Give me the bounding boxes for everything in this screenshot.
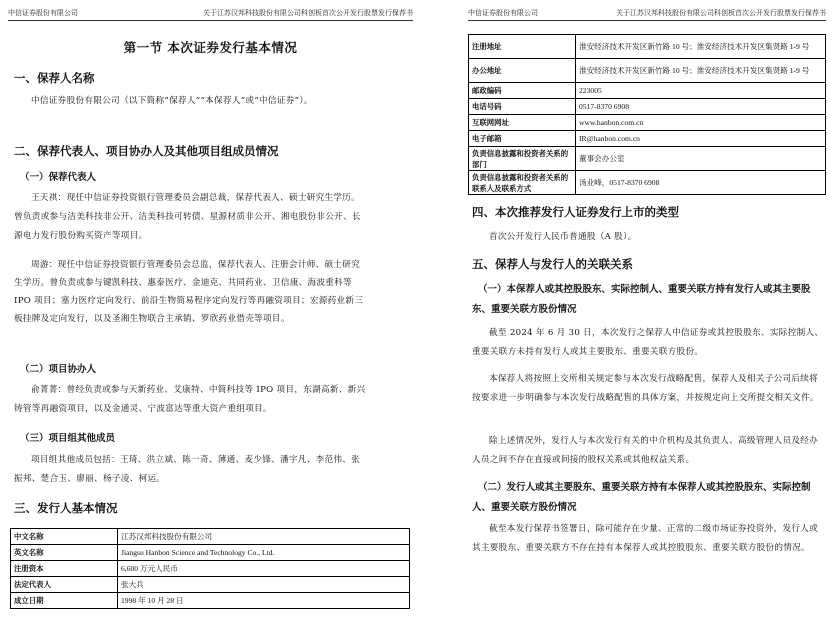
table-row [469,59,826,83]
table-row [11,577,410,593]
table-value: 1998 年 10 月 28 日 [118,593,410,609]
table-row [469,35,826,59]
rep-zhou-text: 周游：现任中信证券投资银行管理委员会总监，保荐代表人、注册会计师、硕士研究生学历。曾负责或参与键凯科技、惠泰医疗、金迪克、共同药业、卫信康、海波重科等 IPO 项目；塞力医疗定向发行、前沿生物简易程序定向发行等再融资项目；宏源药业新三板挂牌及定向发行，以及圣湘生物联合主承销、罗欣药业借壳等项目。 [14,260,364,324]
rep-wang-text: 王天祺：现任中信证券投资银行管理委员会副总裁，保荐代表人、硕士研究生学历。曾负责或参与洁美科技非公开、洁美科技可转债、星源材质非公开、湘电股份非公开、长源电力发行股份购买资产等项目。 [14,193,361,241]
subheading-assistant: （二）项目协办人 [20,364,97,375]
table-key: 注册地址 [469,35,576,59]
table-value: 0517-8370 6908 [576,99,826,115]
subheading-reps: （一）保荐代表人 [20,172,97,183]
section-title: 第一节 本次证券发行基本情况 [123,40,298,55]
table-key: 电话号码 [469,99,576,115]
relationship-para-2: 本保荐人将按照上交所相关规定参与本次发行战略配售，保荐人及相关子公司后续将按要求进一步明确参与本次发行战略配售的具体方案，并按规定向上交所提交相关文件。 [472,374,819,403]
heading-relationship: 五、保荐人与发行人的关联关系 [472,257,633,271]
table-row [11,529,410,545]
table-key: 中文名称 [11,529,118,545]
table-row [469,83,826,99]
assistant-text: 俞菁菁：曾经负责或参与天新药业、艾康特、中简科技等 IPO 项目，东湖高新、新兴铸管等再融资项目，以及金通灵、宁波富达等重大资产重组项目。 [14,385,366,414]
heading-listing-type: 四、本次推荐发行人证券发行上市的类型 [472,205,679,219]
table-row [11,545,410,561]
table-row [469,131,826,147]
page-header [468,8,826,21]
relationship-para-3: 除上述情况外，发行人与本次发行有关的中介机构及其负责人、高级管理人员及经办人员之间不存在直接或间接的股权关系或其他权益关系。 [472,436,819,465]
left-page [8,0,413,618]
table-key: 注册资本 [11,561,118,577]
table-key: 法定代表人 [11,577,118,593]
table-key: 成立日期 [11,593,118,609]
relationship-para-4: 截至本发行保荐书签署日，除可能存在少量、正常的二级市场证券投资外，发行人或其主要股东、重要关联方不存在持有本保荐人或其控股股东、重要关联方股份的情况。 [472,524,819,553]
table-value: 223005 [576,83,826,99]
heading-issuer-info: 三、发行人基本情况 [14,501,118,515]
table-row [11,561,410,577]
header-left: 中信证券股份有限公司 [8,9,78,17]
header-right: 关于江苏汉邦科技股份有限公司科创板首次公开发行股票发行保荐书 [616,9,826,17]
heading-sponsor-name: 一、保荐人名称 [14,71,95,85]
issuer-info-table-part2 [468,34,826,195]
table-row [469,171,826,195]
page-header [8,8,413,21]
table-value: 江苏汉邦科技股份有限公司 [118,529,410,545]
subheading-other-members: （三）项目组其他成员 [20,433,116,444]
table-key: 互联网网址 [469,115,576,131]
table-value: IR@hanbon.com.cn [576,131,826,147]
relationship-para-1: 截至 2024 年 6 月 30 日，本次发行之保荐人中信证券或其控股股东、实际控制人、重要关联方未持有发行人或其主要股东、重要关联方股份。 [472,328,824,357]
table-key: 办公地址 [469,59,576,83]
table-value: www.hanbon.com.cn [576,115,826,131]
table-row [469,147,826,171]
subheading-relationship-2: （二）发行人或其主要股东、重要关联方持有本保荐人或其控股股东、实际控制人、重要关联方股份情况 [472,482,811,513]
other-members-text: 项目组其他成员包括：王琦、洪立斌、陈一奇、薄通、麦少锋、潘宇凡、李范伟、张振邦、楚合玉、廖丽、杨子凌、柯运。 [14,455,361,484]
table-row [11,593,410,609]
table-value: 汤业峰，0517-8370 6908 [576,171,826,195]
sponsor-name-text: 中信证券股份有限公司（以下简称“保荐人”“本保荐人”或“中信证券”）。 [31,96,313,106]
table-value: 淮安经济技术开发区新竹路 10 号；淮安经济技术开发区集贤路 1-9 号 [576,59,826,83]
header-left: 中信证券股份有限公司 [468,9,538,17]
table-key: 负责信息披露和投资者关系的联系人及联系方式 [469,171,576,195]
table-row [469,99,826,115]
table-value: 淮安经济技术开发区新竹路 10 号；淮安经济技术开发区集贤路 1-9 号 [576,35,826,59]
table-value: Jiangsu Hanbon Science and Technology Co., Ltd. [118,545,410,561]
subheading-relationship-1: （一）本保荐人或其控股股东、实际控制人、重要关联方持有发行人或其主要股东、重要关联方股份情况 [472,284,811,315]
table-row [469,115,826,131]
table-value: 董事会办公室 [576,147,826,171]
table-value: 张大兵 [118,577,410,593]
table-key: 英文名称 [11,545,118,561]
right-page [468,0,826,618]
listing-type-text: 首次公开发行人民币普通股（A 股）。 [489,232,637,242]
table-key: 负责信息披露和投资者关系的部门 [469,147,576,171]
header-right: 关于江苏汉邦科技股份有限公司科创板首次公开发行股票发行保荐书 [203,9,413,17]
table-value: 6,600 万元人民币 [118,561,410,577]
heading-sponsor-reps: 二、保荐代表人、项目协办人及其他项目组成员情况 [14,144,279,158]
table-key: 邮政编码 [469,83,576,99]
issuer-info-table-part1 [10,528,410,609]
table-key: 电子邮箱 [469,131,576,147]
